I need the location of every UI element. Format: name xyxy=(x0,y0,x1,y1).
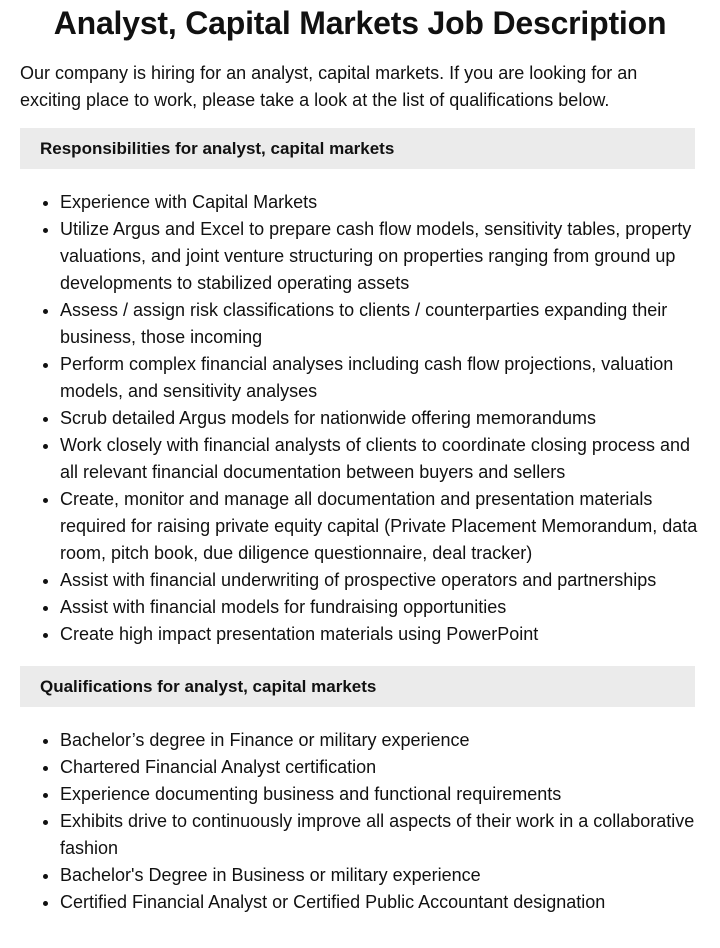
list-item: • Scrub detailed Argus models for nationwide offering memorandums xyxy=(60,405,700,432)
qualifications-heading: Qualifications for analyst, capital markets xyxy=(20,666,695,707)
responsibilities-list xyxy=(0,189,700,648)
list-item: • Chartered Financial Analyst certification xyxy=(60,754,700,781)
list-item: • Certified Financial Analyst or Certified Public Accountant designation xyxy=(60,889,700,916)
list-item: • Assist with financial models for fundraising opportunities xyxy=(60,594,700,621)
list-item: • Utilize Argus and Excel to prepare cash flow models, sensitivity tables, property valuations, and joint venture structuring on properties ranging from ground up developments to stabilized operating assets xyxy=(60,216,700,297)
list-item: • Assist with financial underwriting of prospective operators and partnerships xyxy=(60,567,700,594)
intro-paragraph: Our company is hiring for an analyst, capital markets. If you are looking for an exciting place to work, please take a look at the list of qualifications below. xyxy=(20,63,638,110)
list-item: • Work closely with financial analysts of clients to coordinate closing process and all relevant financial documentation between buyers and sellers xyxy=(60,432,700,486)
list-item: • Create high impact presentation materials using PowerPoint xyxy=(60,621,700,648)
list-item: • Exhibits drive to continuously improve all aspects of their work in a collaborative fashion xyxy=(60,808,700,862)
list-item: • Perform complex financial analyses including cash flow projections, valuation models, and sensitivity analyses xyxy=(60,351,700,405)
list-item: • Experience with Capital Markets xyxy=(60,189,700,216)
responsibilities-heading: Responsibilities for analyst, capital markets xyxy=(20,128,695,169)
list-item: • Create, monitor and manage all documentation and presentation materials required for raising private equity capital (Private Placement Memorandum, data room, pitch book, due diligence questionnaire, deal tracker) xyxy=(60,486,700,567)
list-item: • Bachelor's Degree in Business or military experience xyxy=(60,862,700,889)
list-item: • Experience documenting business and functional requirements xyxy=(60,781,700,808)
qualifications-list xyxy=(0,727,700,916)
list-item: • Assess / assign risk classifications to clients / counterparties expanding their business, those incoming xyxy=(60,297,700,351)
list-item: • Bachelor’s degree in Finance or military experience xyxy=(60,727,700,754)
page-title: Analyst, Capital Markets Job Description xyxy=(53,5,667,41)
